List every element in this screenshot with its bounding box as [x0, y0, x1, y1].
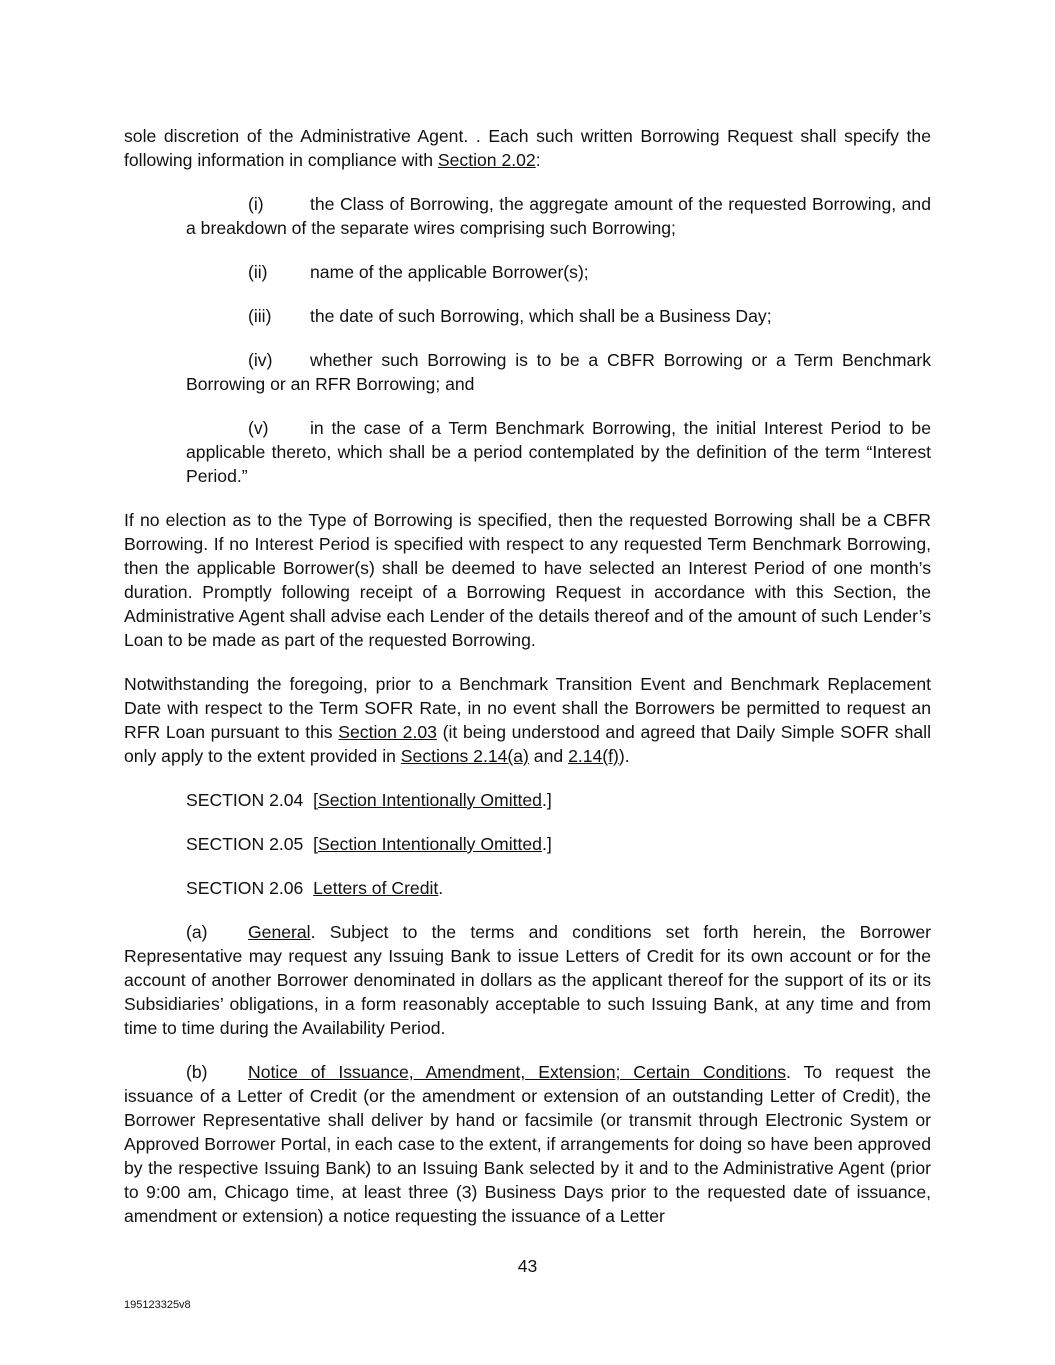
section-heading: SECTION 2.05 [Section Intentionally Omitted.]: [186, 834, 552, 854]
section-reference-link[interactable]: Sections 2.14(a): [400, 746, 529, 766]
election-paragraph: If no election as to the Type of Borrowing is specified, then the requested Borrowing shall be a CBFR Borrowing. If no Interest Period is specified with respect to any requested Term Benchmark Borrowing, then the applicable Borrower(s) shall be deemed to have selected an Interest Period of one month’s duration. Promptly following receipt of a Borrowing Request in accordance with this Section, the Administrative Agent shall advise each Lender of the details thereof and of the amount of such Lender’s Loan to be made as part of the requested Borrowing.: [124, 510, 931, 650]
section-reference-link[interactable]: Section 2.02: [437, 150, 536, 170]
section-heading: SECTION 2.06 Letters of Credit.: [186, 878, 444, 898]
section-reference-link[interactable]: 2.14(f): [568, 746, 619, 766]
list-item-number: (iii): [248, 306, 272, 326]
section-title: Section Intentionally Omitted: [318, 790, 542, 810]
list-item-number: (v): [248, 418, 269, 438]
list-item-text: the date of such Borrowing, which shall be a Business Day;: [310, 306, 772, 326]
section-reference-link[interactable]: Section 2.03: [338, 722, 437, 742]
page-number: 43: [517, 1256, 538, 1276]
list-item-number: (i): [248, 194, 264, 214]
list-item: [186, 304, 931, 328]
list-item: [186, 416, 931, 488]
section-label: SECTION 2.06: [186, 878, 304, 898]
list-item: [186, 192, 931, 240]
list-item-text: whether such Borrowing is to be a CBFR Borrowing or a Term Benchmark Borrowing or an RFR Borrowing; and: [186, 350, 931, 394]
document-id: 195123325v8: [124, 1299, 191, 1311]
list-item-text: name of the applicable Borrower(s);: [310, 262, 589, 282]
section-label: SECTION 2.04: [186, 790, 304, 810]
section-title: Letters of Credit: [313, 878, 439, 898]
list-item: [186, 348, 931, 396]
list-item-text: in the case of a Term Benchmark Borrowing, the initial Interest Period to be applicable thereto, which shall be a period contemplated by the definition of the term “Interest Period.”: [186, 418, 931, 486]
document-page: [124, 124, 931, 1248]
subsection-label: (b): [186, 1062, 208, 1082]
subsection-heading: General: [248, 922, 311, 942]
section-label: SECTION 2.05: [186, 834, 304, 854]
notwithstanding-paragraph: Notwithstanding the foregoing, prior to a Benchmark Transition Event and Benchmark Replacement Date with respect to the Term SOFR Rate, in no event shall the Borrowers be permitted to request an RFR Loan pursuant to this Section 2.03 (it being understood and agreed that Daily Simple SOFR shall only apply to the extent provided in Sections 2.14(a) and 2.14(f)).: [124, 674, 931, 766]
list-item: [186, 260, 931, 284]
list-item-number: (iv): [248, 350, 273, 370]
list-item-text: the Class of Borrowing, the aggregate amount of the requested Borrowing, and a breakdown of the separate wires comprising such Borrowing;: [186, 194, 931, 238]
subsection-heading: Notice of Issuance, Amendment, Extension; Certain Conditions: [248, 1062, 787, 1082]
list-item-number: (ii): [248, 262, 268, 282]
subsection-a: (a) General. Subject to the terms and conditions set forth herein, the Borrower Representative may request any Issuing Bank to issue Letters of Credit for its own account or for the account of another Borrower denominated in dollars as the applicant thereof for the support of its or its Subsidiaries’ obligations, in a form reasonably acceptable to such Issuing Bank, at any time and from time to time during the Availability Period.: [124, 922, 931, 1038]
intro-paragraph: sole discretion of the Administrative Agent. . Each such written Borrowing Request shall specify the following information in compliance with Section 2.02:: [124, 126, 931, 170]
section-heading: SECTION 2.04 [Section Intentionally Omitted.]: [186, 790, 552, 810]
subsection-label: (a): [186, 922, 208, 942]
subsection-b: (b) Notice of Issuance, Amendment, Extension; Certain Conditions. To request the issuance of a Letter of Credit (or the amendment or extension of an outstanding Letter of Credit), the Borrower Representative shall deliver by hand or facsimile (or transmit through Electronic System or Approved Borrower Portal, in each case to the extent, if arrangements for doing so have been approved by the respective Issuing Bank) to an Issuing Bank selected by it and to the Administrative Agent (prior to 9:00 am, Chicago time, at least three (3) Business Days prior to the requested date of issuance, amendment or extension) a notice requesting the issuance of a Letter: [124, 1062, 931, 1226]
section-title: Section Intentionally Omitted: [318, 834, 542, 854]
